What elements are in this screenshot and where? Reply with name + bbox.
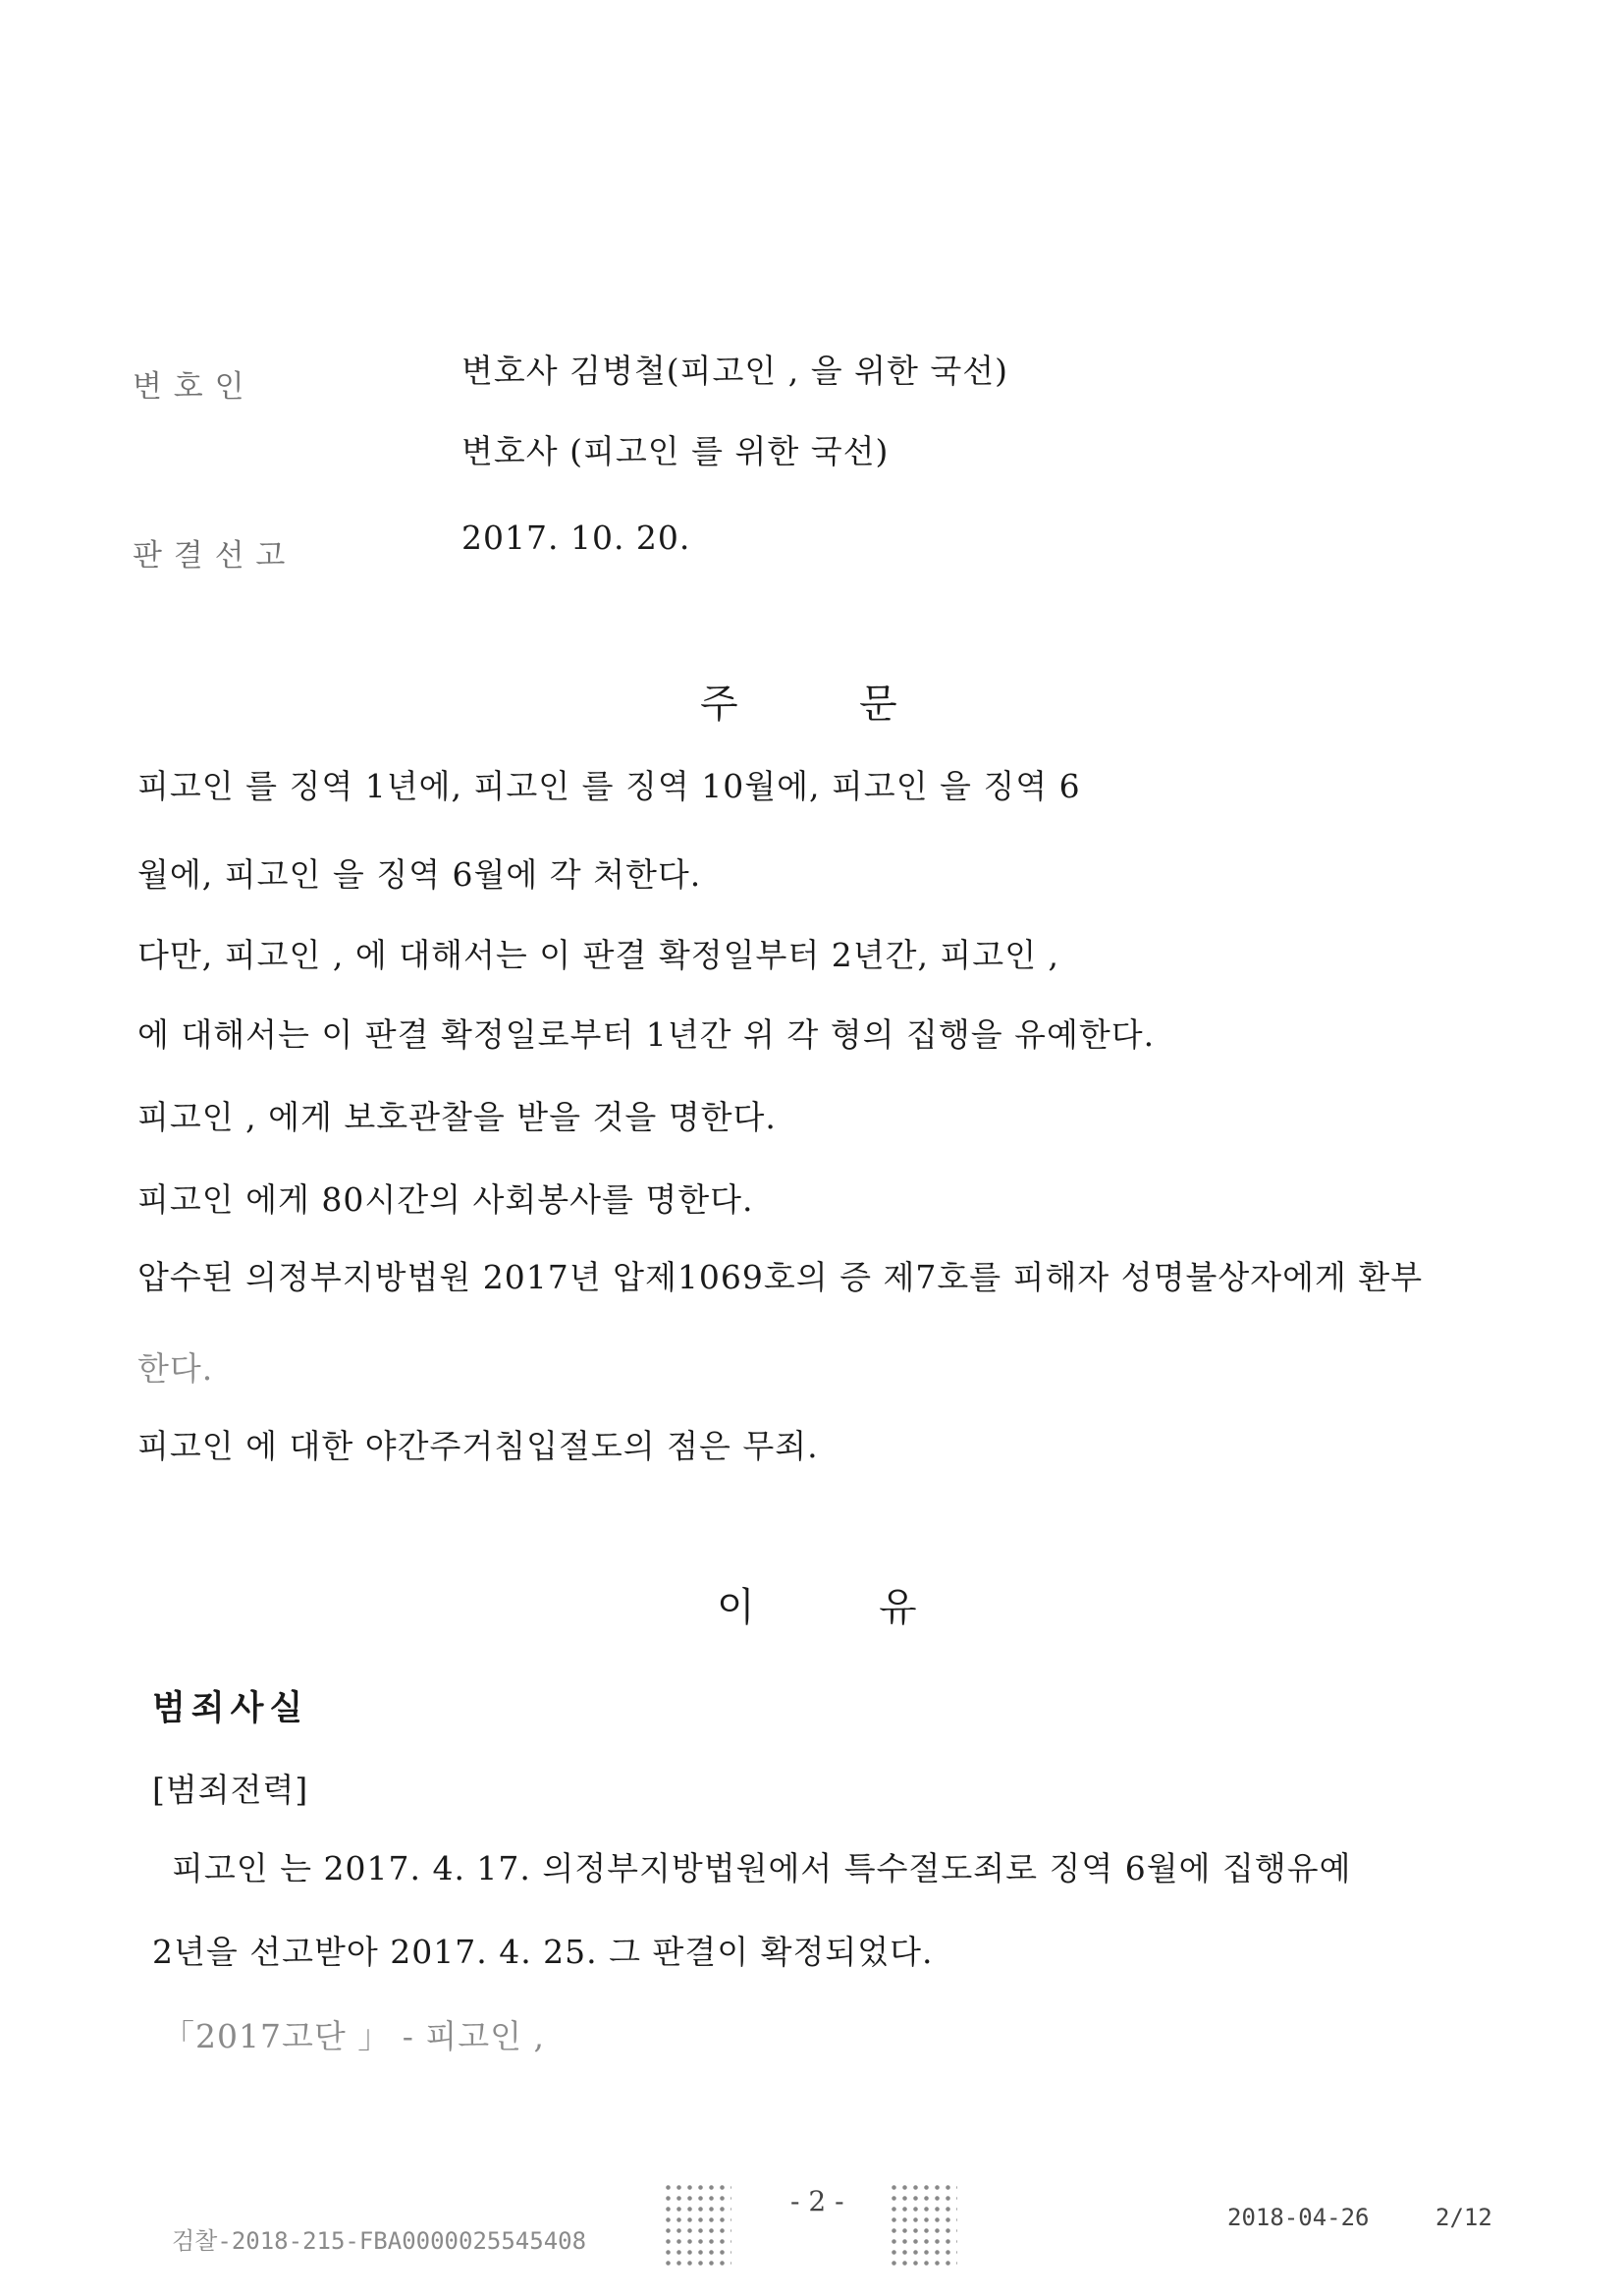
document-id: 검찰-2018-215-FBA0000025545408 xyxy=(172,2227,587,2255)
verdict-date-label: 판 결 선 고 xyxy=(133,538,287,574)
order-line: 월에, 피고인 을 징역 6월에 각 처한다. xyxy=(137,855,702,894)
reason-heading-right: 유 xyxy=(879,1585,917,1630)
counsel-line-2: 변호사 (피고인 를 위한 국선) xyxy=(461,432,890,470)
order-heading-left: 주 xyxy=(700,682,738,727)
order-line: 피고인 , 에게 보호관찰을 받을 것을 명한다. xyxy=(137,1098,777,1136)
reason-line: 2년을 선고받아 2017. 4. 25. 그 판결이 확정되었다. xyxy=(152,1933,934,1971)
order-line: 피고인 를 징역 1년에, 피고인 를 징역 10월에, 피고인 을 징역 6 xyxy=(137,767,1081,805)
verdict-date-value: 2017. 10. 20. xyxy=(461,519,691,557)
subsection-title: [범죄전력] xyxy=(152,1771,309,1809)
order-line: 피고인 에 대한 야간주거침입절도의 점은 무죄. xyxy=(137,1427,819,1465)
page-count: 2/12 xyxy=(1435,2204,1492,2231)
order-line: 한다. xyxy=(137,1349,214,1388)
print-date: 2018-04-26 xyxy=(1227,2204,1370,2231)
counsel-label: 변 호 인 xyxy=(133,369,245,405)
security-dot-pattern xyxy=(663,2182,731,2266)
reason-heading-left: 이 xyxy=(717,1585,755,1630)
reason-line: 피고인 는 2017. 4. 17. 의정부지방법원에서 특수절도죄로 징역 6월에 집행유예 xyxy=(172,1849,1352,1887)
order-line: 압수된 의정부지방법원 2017년 압제1069호의 증 제7호를 피해자 성명불상자에게 환부 xyxy=(137,1258,1424,1296)
order-heading-right: 문 xyxy=(859,682,897,727)
section-title: 범죄사실 xyxy=(152,1689,309,1728)
order-line: 에 대해서는 이 판결 확정일로부터 1년간 위 각 형의 집행을 유예한다. xyxy=(137,1015,1156,1054)
order-line: 피고인 에게 80시간의 사회봉사를 명한다. xyxy=(137,1180,754,1219)
order-line: 다만, 피고인 , 에 대해서는 이 판결 확정일부터 2년간, 피고인 , xyxy=(137,936,1060,974)
page-number: - 2 - xyxy=(790,2185,844,2217)
counsel-line-1: 변호사 김병철(피고인 , 을 위한 국선) xyxy=(461,352,1008,390)
reason-line: 「2017고단 」 - 피고인 , xyxy=(162,2017,545,2055)
security-dot-pattern xyxy=(889,2182,957,2266)
